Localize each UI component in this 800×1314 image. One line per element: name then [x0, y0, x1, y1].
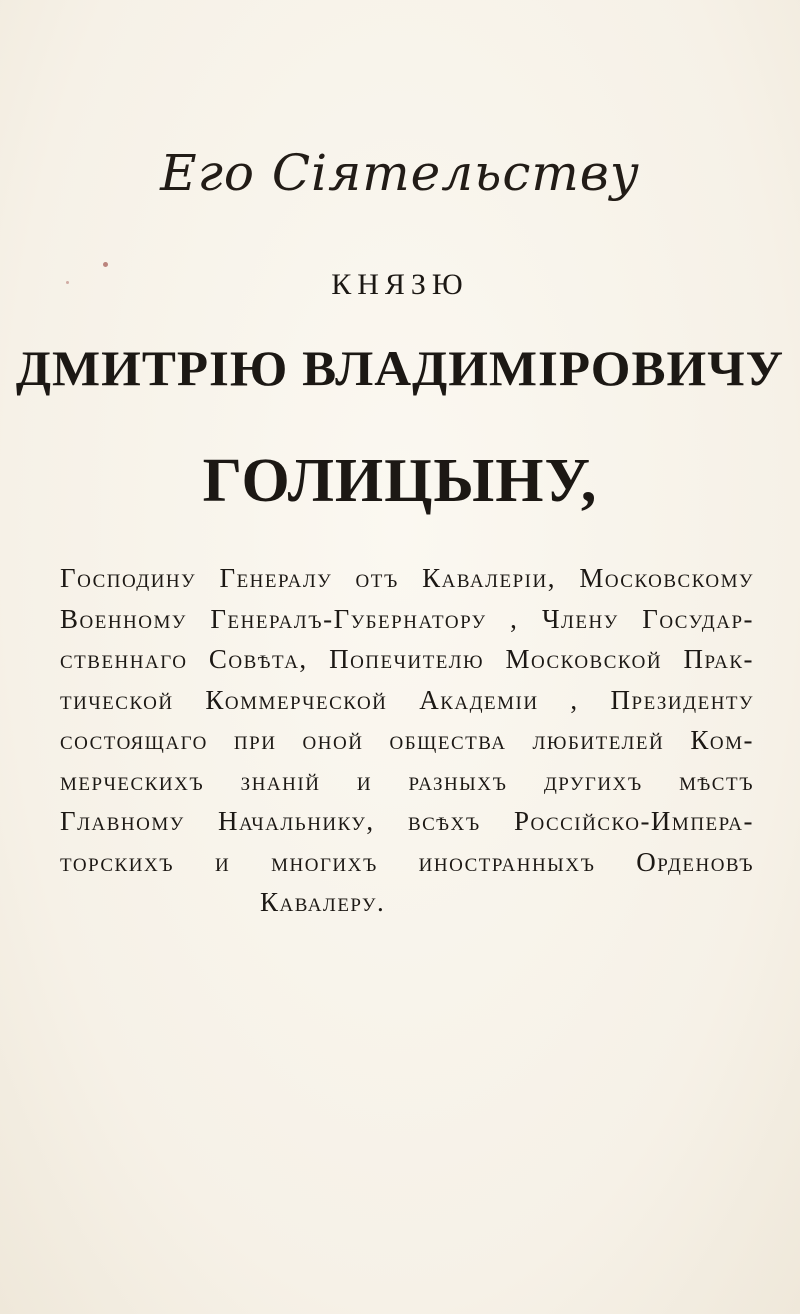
titles-line: состоящаго при оной общества любителей Ком- [60, 725, 754, 755]
salutation-heading: Его Сіятельству [160, 144, 640, 202]
surname: ГОЛИЦЫНУ, [202, 447, 598, 515]
titles-line: Главному Начальнику, всѣхъ Россійско-Импера- [60, 806, 754, 836]
honorific-titles-paragraph [60, 558, 754, 923]
titles-line: ственнаго Совѣта, Попечителю Московской Прак- [60, 644, 754, 674]
ink-speck [103, 262, 108, 267]
given-names: ДМИТРІЮ ВЛАДИМІРОВИЧУ [15, 340, 785, 396]
rank-title: КНЯЗЮ [331, 268, 469, 301]
titles-line: Военному Генералъ-Губернатору , Члену Государ- [60, 603, 754, 634]
ink-speck [66, 281, 69, 284]
titles-line: тической Коммерческой Академіи , Президенту [60, 684, 754, 715]
titles-line: Господину Генералу отъ Кавалеріи, Московскому [60, 563, 754, 593]
titles-line: торскихъ и многихъ иностранныхъ Орденовъ [60, 846, 754, 877]
titles-line: Кавалеру. [260, 887, 386, 917]
titles-line: мерческихъ знаній и разныхъ другихъ мѣстъ [60, 765, 754, 796]
